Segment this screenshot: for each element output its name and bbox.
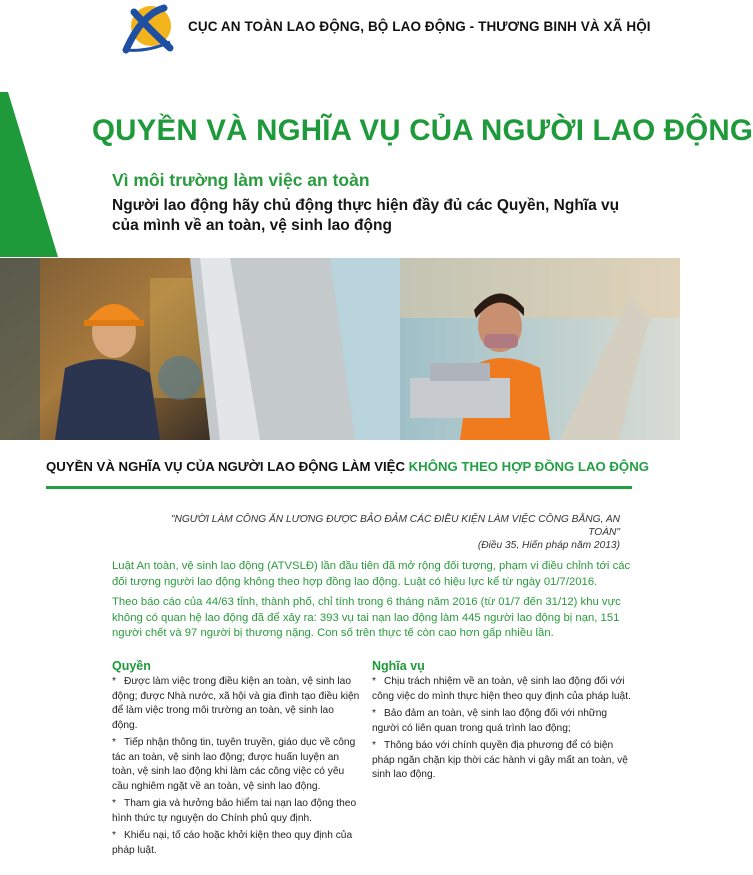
list-item: * Được làm việc trong điều kiện an toàn, vệ sinh lao động; được Nhà nước, xã hội và gia đình tạo điều kiện để làm việc trong môi trường an toàn, vệ sinh lao động.	[112, 676, 360, 731]
main-title: QUYỀN VÀ NGHĨA VỤ CỦA NGƯỜI LAO ĐỘNG	[92, 114, 753, 147]
list-item: * Thông báo với chính quyền địa phương để có biện pháp ngăn chặn kịp thời các hành vi gây mất an toàn, vệ sinh lao động.	[372, 740, 628, 780]
quote-source: (Điều 35, Hiến pháp năm 2013)	[477, 540, 620, 551]
list-item: * Bảo đảm an toàn, vệ sinh lao động đối với những người có liên quan trong quá trình lao động;	[372, 708, 608, 734]
statistics-paragraph: Theo báo cáo của 44/63 tỉnh, thành phố, chỉ tính trong 6 tháng năm 2016 (từ 01/7 đến 31/12) khu vực không có quan hệ lao động đã để xảy ra: 393 vụ tai nạn lao động làm 445 người lao động bị nạn, 151 người chết và 97 người bị thương nặng. Con số trên thực tế còn cao hơn gấp nhiều lần.	[112, 596, 621, 639]
seamstress-photo	[400, 258, 680, 440]
section-heading-prefix: QUYỀN VÀ NGHĨA VỤ CỦA NGƯỜI LAO ĐỘNG LÀM VIỆC	[46, 459, 409, 474]
obligations-heading: Nghĩa vụ	[372, 659, 425, 673]
list-item: * Tham gia và hưởng bảo hiểm tai nạn lao động theo hình thức tự nguyện do Chính phủ quy định.	[112, 798, 357, 824]
list-item: * Chịu trách nhiệm về an toàn, vệ sinh lao động đối với công việc do mình thực hiện theo quy định của pháp luật.	[372, 676, 631, 702]
section-heading	[46, 459, 649, 474]
subtitle-description: Người lao động hãy chủ động thực hiện đầy đủ các Quyền, Nghĩa vụ của mình về an toàn, vệ sinh lao động	[112, 197, 620, 234]
section-heading-highlight: KHÔNG THEO HỢP ĐỒNG LAO ĐỘNG	[408, 459, 649, 474]
constitution-quote	[140, 513, 620, 552]
list-item: * Khiếu nại, tố cáo hoặc khởi kiện theo quy định của pháp luật.	[112, 830, 353, 856]
green-wedge-decoration	[0, 92, 60, 257]
list-item: * Tiếp nhận thông tin, tuyên truyền, giáo dục về công tác an toàn, vệ sinh lao động; được huấn luyện an toàn, vệ sinh lao động khi làm các công việc có yêu cầu nghiêm ngặt về an toàn, vệ sinh lao động.	[112, 737, 356, 792]
rights-list	[112, 675, 360, 861]
org-name: CỤC AN TOÀN LAO ĐỘNG, BỘ LAO ĐỘNG - THƯƠNG BINH VÀ XÃ HỘI	[188, 19, 651, 34]
photo-banner	[0, 258, 680, 440]
org-logo	[120, 4, 176, 56]
subtitle: Vì môi trường làm việc an toàn	[112, 170, 370, 190]
section-divider	[46, 486, 632, 489]
obligations-list	[372, 675, 632, 786]
rights-heading: Quyền	[112, 659, 151, 673]
quote-text: "NGƯỜI LÀM CÔNG ĂN LƯƠNG ĐƯỢC BẢO ĐẢM CÁC ĐIỀU KIỆN LÀM VIỆC CÔNG BẰNG, AN TOÀN"	[170, 514, 620, 538]
intro-paragraph: Luật An toàn, vệ sinh lao động (ATVSLĐ) lần đầu tiên đã mở rộng đối tượng, phạm vi điều chỉnh tới các đối tượng người lao động không theo hợp đồng lao động. Luật có hiệu lực kể từ ngày 01/7/2016.	[112, 560, 631, 588]
